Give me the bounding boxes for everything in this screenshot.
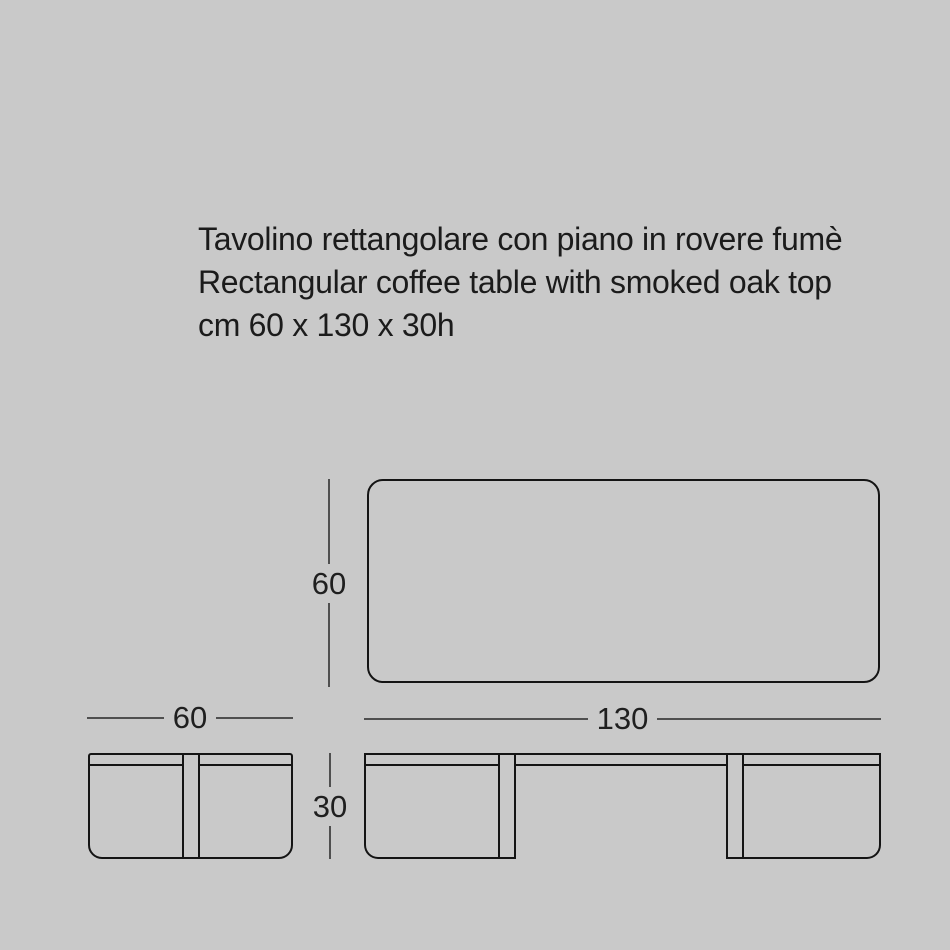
depth-dimension-line-bottom [328, 603, 330, 688]
side-view-long-left-leg-panel [498, 755, 516, 857]
side-view-long [364, 753, 881, 859]
depth-dimension [307, 479, 351, 687]
width-dimension [364, 698, 881, 740]
width-dimension-label: 130 [596, 700, 649, 736]
width-dimension-line-right [657, 718, 881, 720]
height-dimension-label: 30 [312, 788, 348, 824]
width-dimension-line-left [364, 718, 588, 720]
depth-dimension-label: 60 [311, 565, 347, 601]
depth-dimension-line-top [328, 479, 330, 564]
height-dimension [308, 753, 352, 859]
short-side-dimension [87, 697, 293, 739]
height-dimension-line-top [329, 753, 331, 787]
side-view-long-right-panel [726, 753, 881, 859]
description-line-italian: Tavolino rettangolare con piano in rovere fumè [198, 221, 843, 257]
short-side-dimension-line-left [87, 717, 164, 719]
product-description [198, 218, 842, 347]
side-view-long-left-panel [364, 753, 516, 859]
height-dimension-line-bottom [329, 826, 331, 860]
side-view-short-leg-panel [182, 755, 200, 857]
description-line-english: Rectangular coffee table with smoked oak top [198, 264, 832, 300]
short-side-dimension-label: 60 [172, 699, 208, 735]
short-side-dimension-line-right [216, 717, 293, 719]
side-view-short [88, 753, 293, 859]
description-line-size: cm 60 x 130 x 30h [198, 307, 455, 343]
side-view-long-right-leg-panel [726, 755, 744, 857]
top-view-outline [367, 479, 880, 683]
